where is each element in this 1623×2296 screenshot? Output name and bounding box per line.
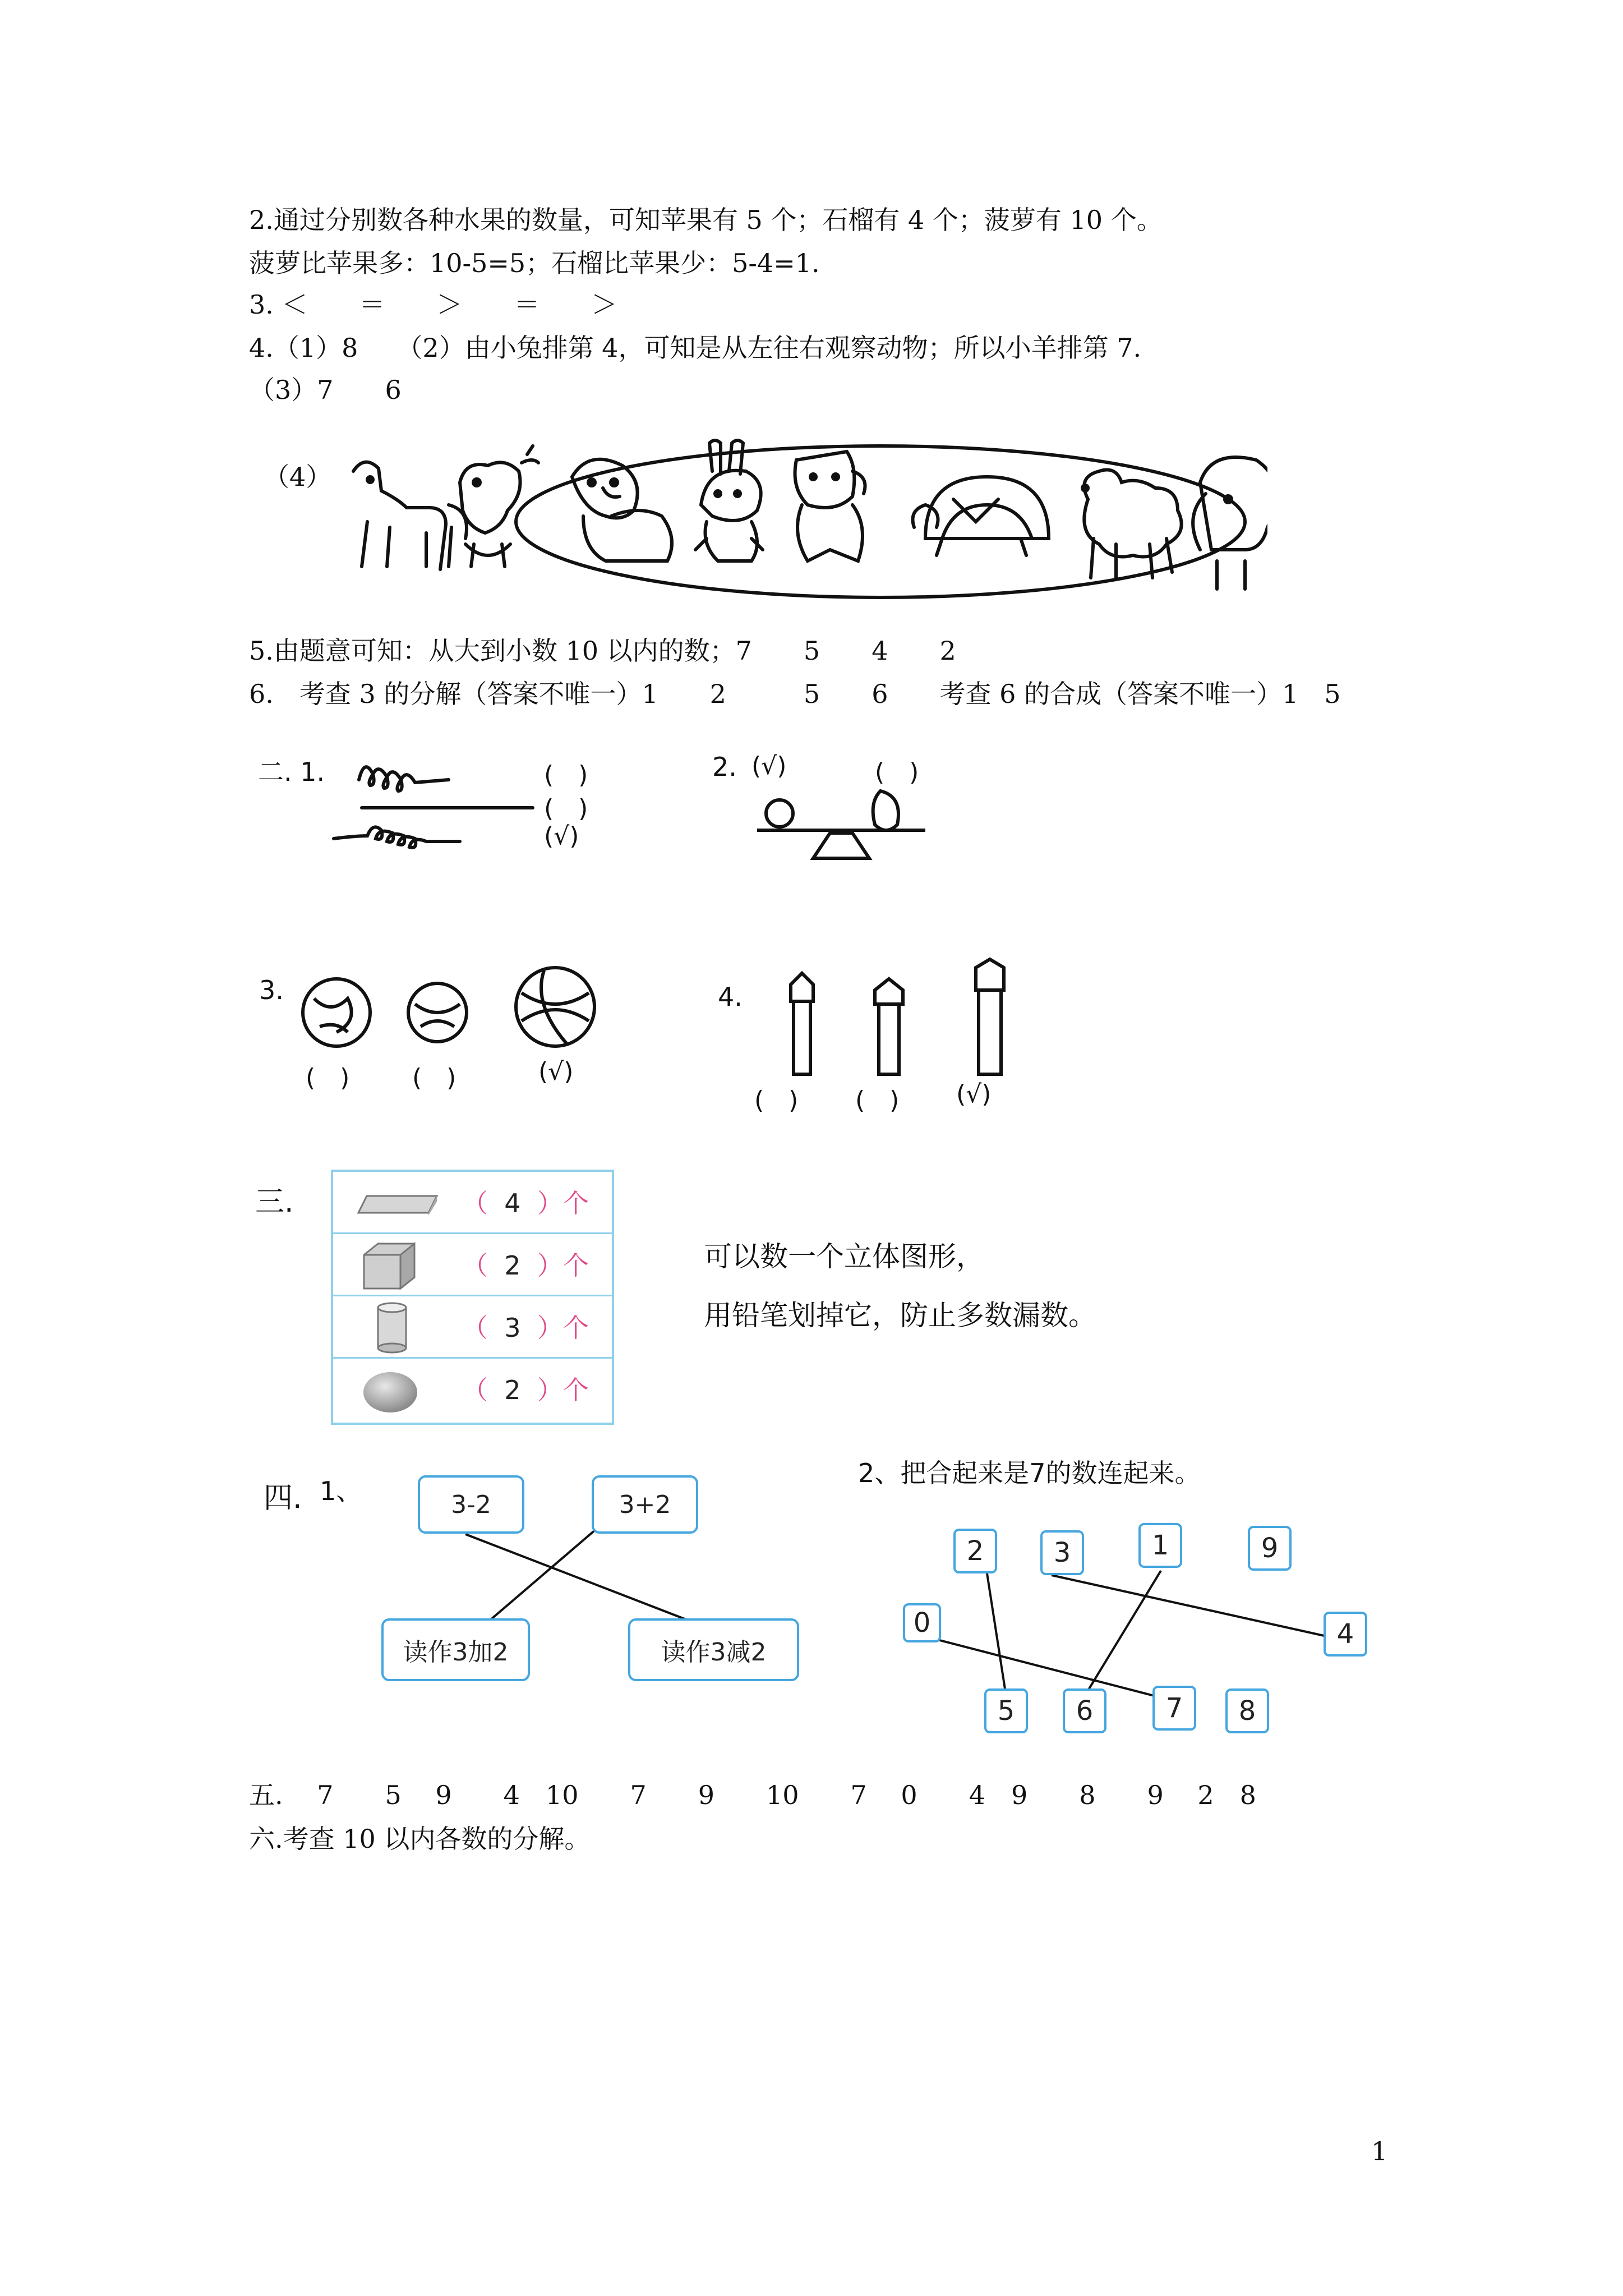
reading-box-3-plus-2: 读作3加2	[381, 1618, 530, 1681]
answer-q2-line2: 菠萝比苹果多：10-5=5；石榴比苹果少：5-4=1.	[249, 248, 820, 278]
page-number: 1	[1371, 2136, 1388, 2166]
reading-box-3-minus-2: 读作3减2	[628, 1618, 799, 1681]
answer-q6: 6. 考查 3 的分解（答案不唯一）1 2 5 6 考查 6 的合成（答案不唯一）1 5	[249, 679, 1341, 709]
part3-note-line1: 可以数一个立体图形，	[704, 1240, 984, 1273]
number-box-5: 5	[984, 1688, 1028, 1733]
part2-label-3: 3.	[259, 975, 284, 1005]
answer-q3: 3. ＜ ＝ ＞ ＝ ＞	[249, 289, 617, 320]
answer-part6: 六.考查 10 以内各数的分解。	[249, 1824, 591, 1854]
part3-note-line2: 用铅笔划掉它，防止多数漏数。	[704, 1299, 1096, 1332]
expression-box-3-plus-2: 3+2	[592, 1475, 698, 1534]
answer-q5: 5.由题意可知：从大到小数 10 以内的数；7 5 4 2	[249, 636, 956, 666]
part4-q2-title: 2、把合起来是7的数连起来。	[858, 1458, 1201, 1488]
number-box-7: 7	[1152, 1686, 1196, 1731]
part2-q1-paren-2: ( )	[544, 794, 588, 823]
part2-q1-paren-3: (√)	[544, 822, 579, 850]
part2-label-1: 二. 1.	[258, 757, 325, 787]
answer-q2-line1: 2.通过分别数各种水果的数量，可知苹果有 5 个；石榴有 4 个；菠萝有 10 个。	[249, 205, 1163, 235]
part2-q1-paren-1: ( )	[544, 761, 588, 789]
part2-q3-paren-1: ( )	[306, 1064, 350, 1092]
answer-q4-part4-label: （4）	[264, 462, 332, 492]
count-value-cylinder: （ 3 ）个	[462, 1313, 589, 1343]
count-value-cube: （ 2 ）个	[462, 1250, 589, 1281]
number-box-8: 8	[1225, 1688, 1269, 1733]
number-box-3: 3	[1040, 1530, 1084, 1575]
part2-q2-paren-2: ( )	[875, 758, 919, 786]
part2-q3-paren-2: ( )	[412, 1064, 457, 1092]
part2-label-2: 2.	[712, 752, 737, 782]
part2-q4-paren-3: (√)	[956, 1080, 992, 1108]
answer-q4-line2: （3）7 6	[249, 375, 402, 405]
number-box-9: 9	[1248, 1526, 1292, 1571]
count-value-cuboid: （ 4 ）个	[462, 1188, 589, 1218]
number-box-4: 4	[1324, 1612, 1367, 1657]
part2-q3-paren-3: (√)	[538, 1057, 574, 1086]
part2-q4-paren-2: ( )	[855, 1086, 900, 1115]
count-value-sphere: （ 2 ）个	[462, 1375, 589, 1405]
part4-label: 四.	[264, 1481, 302, 1515]
number-box-6: 6	[1063, 1688, 1106, 1733]
part2-q2-paren-1: (√)	[751, 752, 787, 780]
number-box-2: 2	[953, 1529, 997, 1573]
part4-q1-label: 1、	[320, 1476, 362, 1506]
answer-q4-line1: 4.（1）8 （2）由小兔排第 4，可知是从左往右观察动物；所以小羊排第 7.	[249, 333, 1142, 363]
part2-label-4: 4.	[718, 982, 743, 1012]
part3-label: 三.	[255, 1185, 294, 1219]
part2-q4-paren-1: ( )	[754, 1086, 799, 1115]
expression-box-3-minus-2: 3-2	[418, 1475, 524, 1534]
number-box-0: 0	[903, 1603, 941, 1642]
answer-part5: 五. 7 5 9 4 10 7 9 10 7 0 4 9 8 9 2 8	[249, 1780, 1256, 1810]
number-box-1: 1	[1138, 1523, 1182, 1568]
